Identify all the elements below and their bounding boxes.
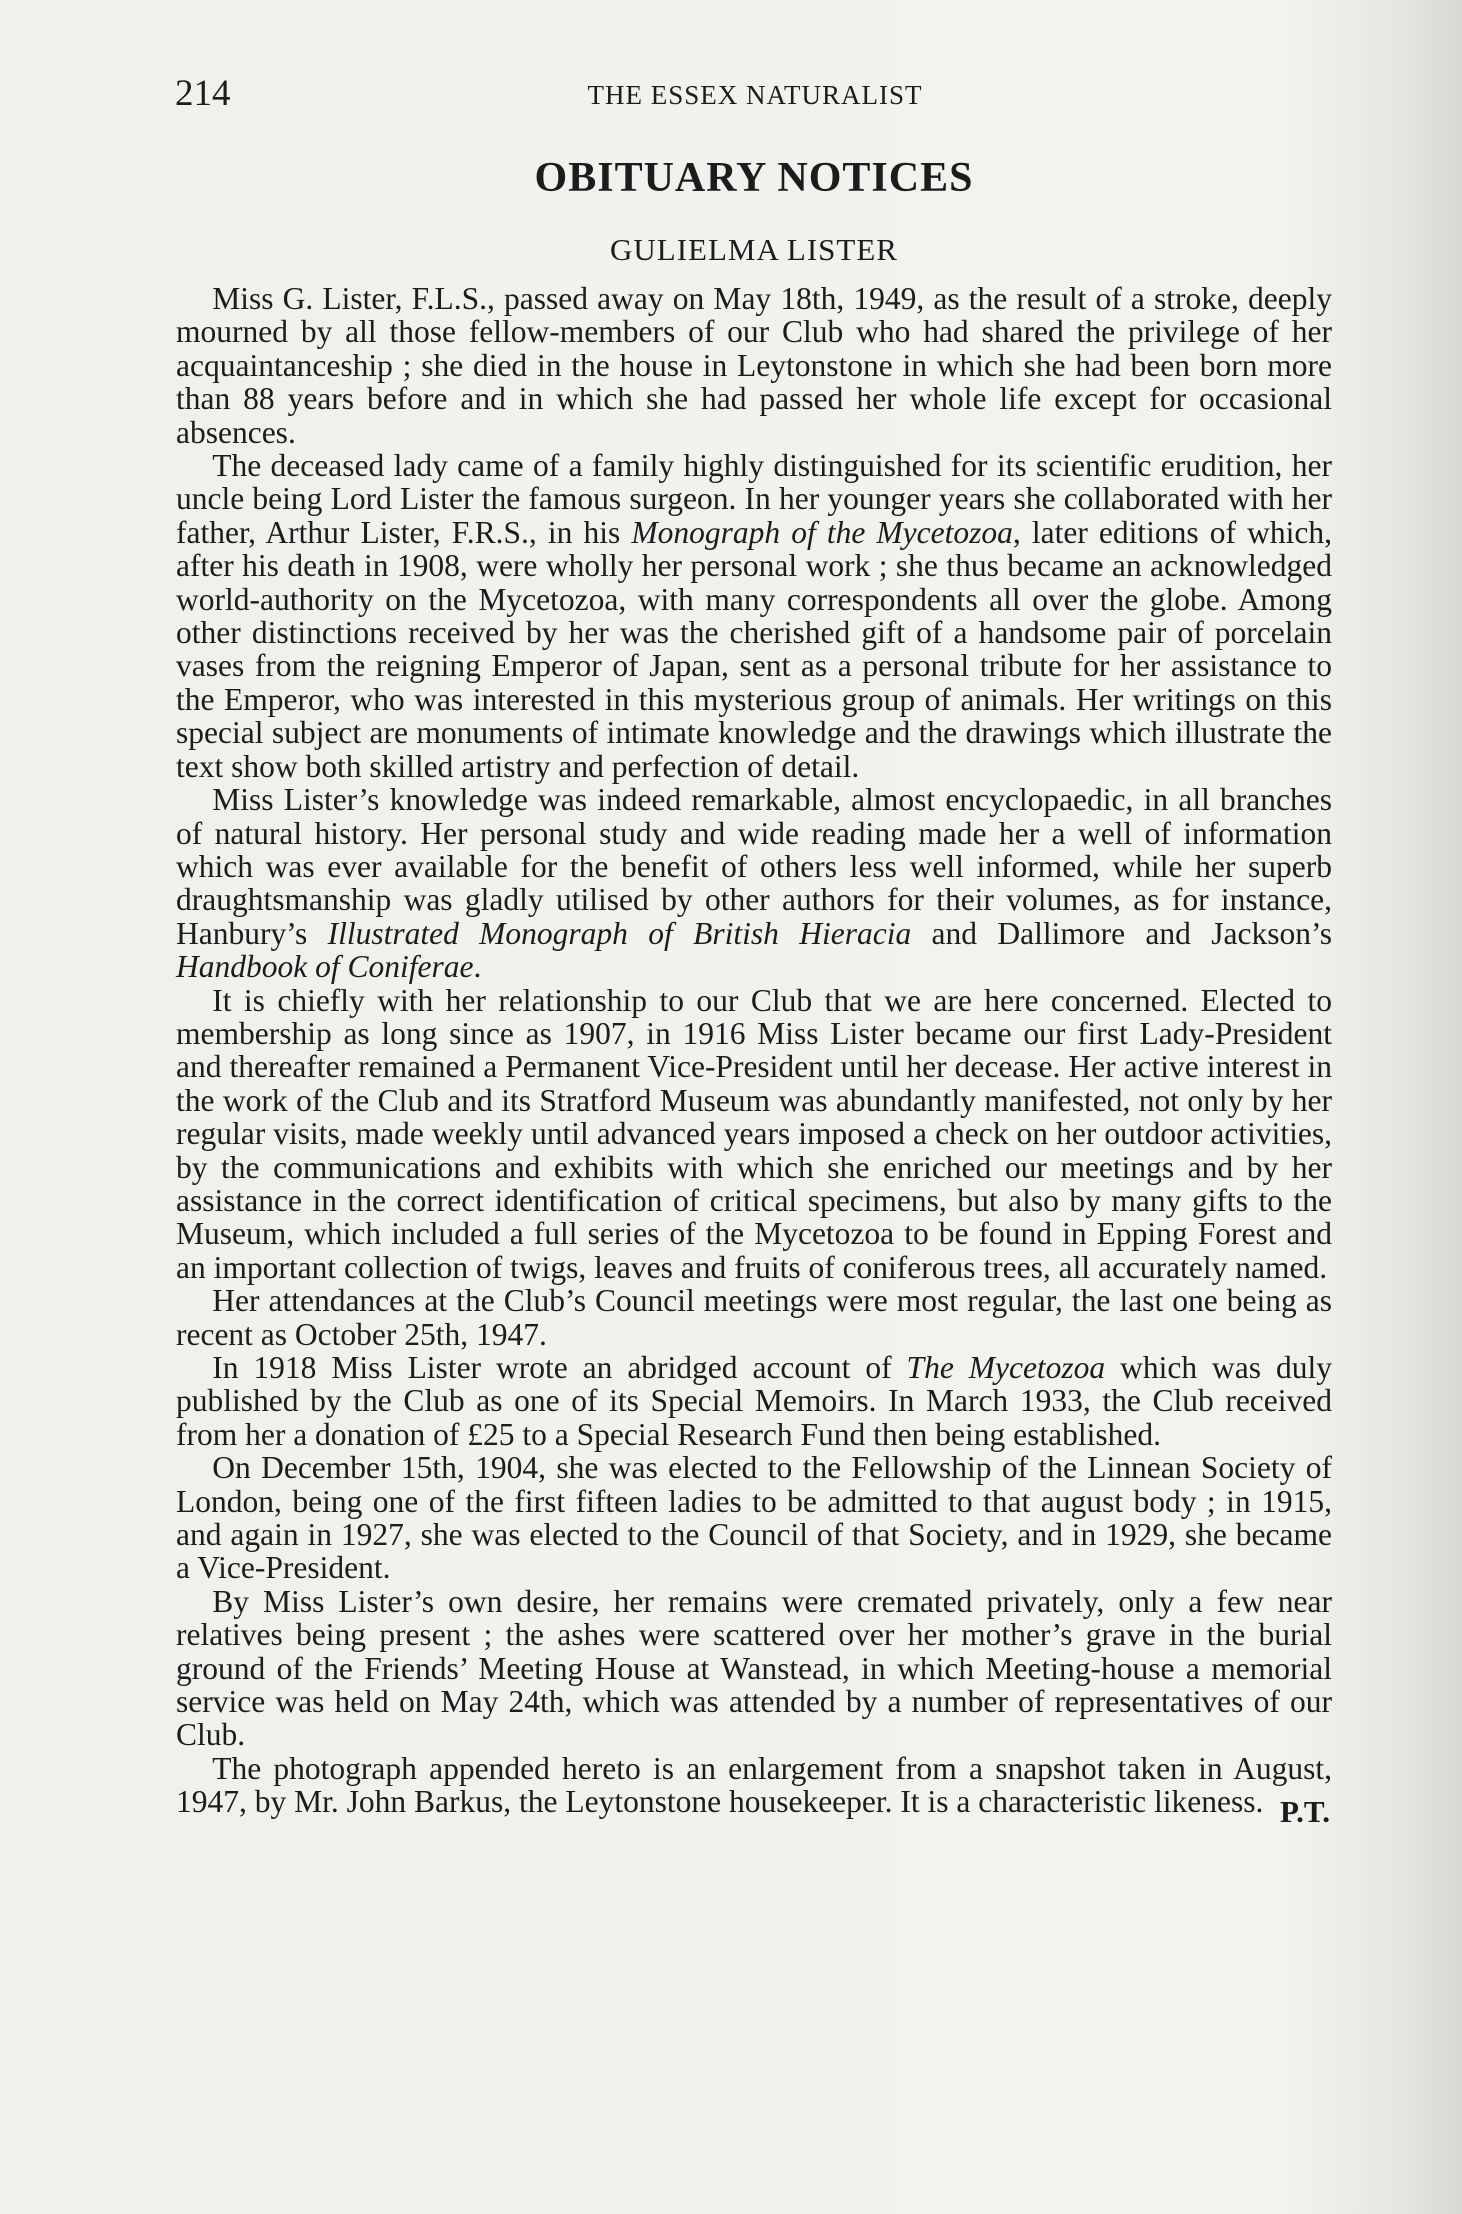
paragraph-text: The photograph appended hereto is an enlargement from a snapshot taken in August, 1947, by Mr. John Barkus, the Leytonstone housekeeper. It is a characteristic likeness. <box>176 1750 1332 1820</box>
paragraph <box>176 1451 1332 1585</box>
paragraph-text: and Dallimore and Jackson’s <box>911 915 1332 951</box>
paragraph-text: Miss G. Lister, F.L.S., passed away on May 18th, 1949, as the result of a stroke, deeply mourned by all those fellow-members of our Club who had shared the privilege of her acquaintanceship ; she died in the house in Leytonstone in which she had been born more than 88 years before and in which she had passed her whole life except for occasional absences. <box>176 281 1332 450</box>
paragraph-text: , later editions of which, after his death in 1908, were wholly her personal work ; she thus became an acknowledged world-authority on the Mycetozoa, with many correspondents all over the globe. Among other distinctions received by her was the cherished gift of a handsome pair of porcelain vases from the reigning Emperor of Japan, sent as a personal tribute for her assistance to the Emperor, who was interested in this mysterious group of animals. Her writings on this special subject are monuments of intimate knowledge and the drawings which illustrate the text show both skilled artistry and perfection of detail. <box>176 514 1332 784</box>
paragraph <box>176 1750 1332 1830</box>
paragraph-text: . <box>473 949 482 985</box>
page-number: 214 <box>175 73 231 114</box>
paragraph-text: It is chiefly with her relationship to our Club that we are here concerned. Elected to membership as long since as 1907, in 1916 Miss Lister became our first Lady-President and thereafter remained a Permanent Vice-President until her decease. Her active interest in the work of the Club and its Stratford Museum was abundantly manifested, not only by her regular visits, made weekly until advanced years imposed a check on her outdoor activities, by the communications and exhibits with which she enriched our meetings and by her assistance in the correct identification of critical specimens, but also by many gifts to the Museum, which included a full series of the Mycetozoa to be found in Epping Forest and an important collection of twigs, leaves and fruits of coniferous trees, all accurately named. <box>176 982 1332 1285</box>
paragraph-text: Her attendances at the Club’s Council meetings were most regular, the last one being as recent as October 25th, 1947. <box>176 1283 1332 1352</box>
section-title: OBITUARY NOTICES <box>534 155 974 201</box>
article-body <box>176 150 1332 1830</box>
paragraph-text: Miss Lister’s knowledge was indeed remarkable, almost encyclopaedic, in all branches of natural history. Her personal study and wide reading made her a well of information which was ever available for the benefit of others less well informed, while her superb draughtsmanship was gladly utilised by other authors for their volumes, as for instance, Hanbury’s <box>176 782 1332 951</box>
paragraph <box>176 282 1332 449</box>
paragraph-text: By Miss Lister’s own desire, her remains were cremated privately, only a few near relatives being present ; the ashes were scattered over her mother’s grave in the burial ground of the Friends’ Meeting House at Wanstead, in which Meeting-house a memorial service was held on May 24th, which was attended by a number of representatives of our Club. <box>176 1583 1332 1753</box>
running-head <box>175 72 1335 122</box>
paragraph <box>176 1351 1332 1451</box>
italic-title: Monograph of the Mycetozoa <box>631 514 1013 550</box>
paragraph-text: which was duly published by the Club as one of its Special Memoirs. In March 1933, the Club received from her a donation of £25 to a Special Research Fund then being established. <box>176 1350 1332 1452</box>
journal-title: THE ESSEX NATURALIST <box>587 80 923 110</box>
paragraph <box>176 449 1332 783</box>
paragraph <box>176 1284 1332 1351</box>
italic-title: Illustrated Monograph of British Hieracia <box>327 915 912 951</box>
paragraph-text: In 1918 Miss Lister wrote an abridged account of <box>212 1350 907 1385</box>
paragraph-text: On December 15th, 1904, she was elected to the Fellowship of the Linnean Society of London, being one of the first fifteen ladies to be admitted to that august body ; in 1915, and again in 1927, she was elected to the Council of that Society, and in 1929, she became a Vice-President. <box>176 1450 1332 1586</box>
obituary-subject: GULIELMA LISTER <box>610 232 898 267</box>
paragraph <box>176 984 1332 1285</box>
paragraph-list <box>176 281 1332 1830</box>
italic-title: Handbook of Coniferae <box>176 949 474 985</box>
paragraph <box>176 1585 1332 1752</box>
paragraph-text: The deceased lady came of a family highly distinguished for its scientific erudition, her uncle being Lord Lister the famous surgeon. In her younger years she collaborated with her father, Arthur Lister, F.R.S., in his <box>176 448 1332 550</box>
paragraph <box>176 783 1332 983</box>
italic-title: The Mycetozoa <box>906 1350 1106 1385</box>
author-signature: P.T. <box>1280 1794 1330 1830</box>
